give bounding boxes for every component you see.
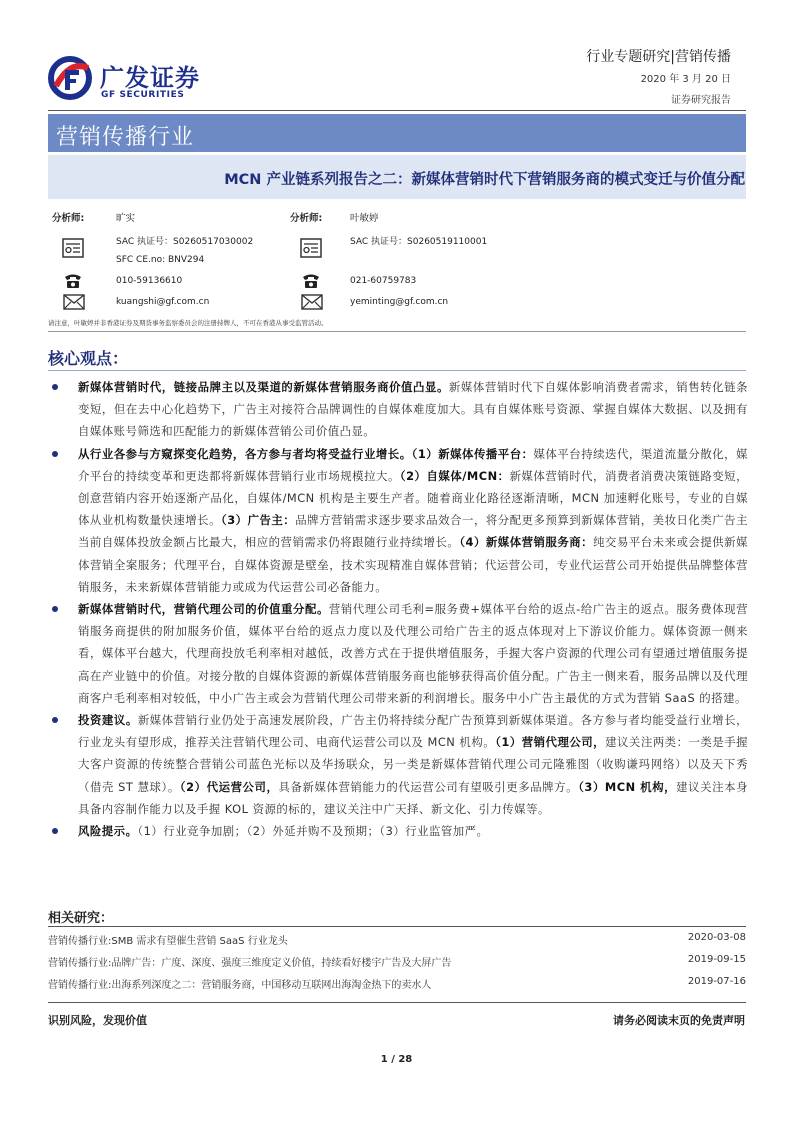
logo-chinese-name: 广发证券	[100, 64, 200, 92]
analyst-sfc-number: SFC CE.no: BNV294	[116, 255, 205, 265]
key-point-text	[78, 376, 748, 443]
key-point-item	[48, 376, 748, 443]
related-item[interactable]	[48, 976, 746, 991]
key-point-item	[48, 709, 748, 820]
email-icon	[301, 294, 323, 310]
key-point-body: （1）行业竞争加剧；（2）外延并购不及预期；（3）行业监管加严。	[137, 824, 489, 839]
key-point-body: 品牌方营销需求逐步要求品效合一，将分配更多预算到新媒体营销，美妆日化类广告主当前自媒体投放金额占比最大，相应的营销需求仍将跟随行业持续增长。	[78, 513, 748, 550]
key-point-item	[48, 820, 748, 842]
key-points-divider	[48, 370, 746, 371]
key-point-body: 纯交易平台未来或会提供新媒体营销全案服务；代理平台，自媒体资源是壁垒，技术实现精准自媒体营销；代运营公司，专业代运营公司开始提供品牌整体营销服务，未来新媒体营销能力或成为代运营公司必备能力。	[78, 535, 748, 594]
analyst-sac-number: SAC 执证号：S0260517030002	[116, 237, 254, 247]
analyst-label: 分析师:	[290, 213, 323, 224]
header-divider	[48, 110, 746, 111]
report-date: 2020 年 3 月 20 日	[640, 74, 731, 85]
key-point-body: 媒体平台持续迭代，渠道流量分散化，媒介平台的持续变革和更迭都将新媒体营销行业市场规模拉大。	[78, 446, 748, 483]
key-point-emphasis: （1）营销代理公司，	[495, 735, 606, 750]
key-point-item	[48, 598, 748, 709]
key-point-text	[78, 598, 748, 709]
footer-slogan: 识别风险，发现价值	[48, 1014, 147, 1027]
analyst-sac-number: SAC 执证号：S0260519110001	[350, 237, 488, 247]
related-item[interactable]	[48, 954, 746, 969]
analyst-email[interactable]: yeminting@gf.com.cn	[350, 297, 449, 307]
footer-disclaimer: 请务必阅读末页的免责声明	[613, 1014, 745, 1027]
key-point-emphasis: （2）自媒体/MCN：	[399, 468, 510, 483]
analyst-label: 分析师:	[52, 213, 85, 224]
related-item-title[interactable]: 营销传播行业:品牌广告：广度、深度、强度三维度定义价值，持续看好楼宇广告及大屏广告	[48, 958, 452, 969]
report-type: 证券研究报告	[671, 95, 731, 106]
bullet-dot-icon	[48, 709, 78, 820]
phone-icon	[63, 273, 83, 289]
key-point-emphasis: 新媒体营销时代，营销代理公司的价值重分配。	[78, 602, 329, 617]
key-point-text	[78, 443, 748, 598]
logo-english-name: GF SECURITIES	[101, 90, 185, 100]
key-point-text	[78, 709, 748, 820]
related-divider	[48, 926, 746, 927]
key-point-emphasis: 投资建议。	[78, 713, 138, 728]
analyst-phone: 010-59136610	[116, 276, 183, 286]
key-point-emphasis: （3）MCN 机构，	[578, 779, 677, 794]
key-point-body: 新媒体营销行业仍处于高速发展阶段，广告主仍将持续分配广告预算到新媒体渠道。各方参与者均能受益行业增长，行业龙头有望形成，推荐关注营销代理公司、电商代运营公司以及 MCN 机构。	[78, 713, 748, 750]
related-item-date: 2019-09-15	[687, 954, 746, 965]
certificate-icon	[300, 238, 322, 258]
key-point-text	[78, 820, 748, 842]
bullet-dot-icon	[48, 443, 78, 598]
footer-divider	[48, 1002, 746, 1003]
key-point-emphasis: 风险提示。	[78, 824, 138, 839]
bullet-dot-icon	[48, 598, 78, 709]
key-point-body: 新媒体营销时代，消费者消费决策链路变短，创意营销内容开始逐渐产品化，自媒体/MCN 机构是主要生产者。随着商业化路径逐渐清晰，MCN 加速孵化账号，专业的自媒体从业机构数量快速增长。	[78, 468, 748, 528]
analyst-name: 叶敏婷	[350, 213, 379, 224]
analyst-name: 旷实	[116, 213, 136, 224]
gf-logo-icon	[48, 56, 92, 100]
related-item-title[interactable]: 营销传播行业:出海系列深度之二：营销服务商，中国移动互联网出海淘金热下的卖水人	[48, 980, 432, 991]
related-item[interactable]	[48, 932, 746, 947]
phone-icon	[301, 273, 321, 289]
bullet-dot-icon	[48, 376, 78, 443]
email-icon	[63, 294, 85, 310]
key-point-emphasis: 从行业各参与方窥探变化趋势，各方参与者均将受益行业增长。（1）新媒体传播平台：	[78, 446, 534, 461]
key-point-emphasis: 新媒体营销时代，链接品牌主以及渠道的新媒体营销服务商价值凸显。	[78, 380, 449, 394]
key-point-body: 营销代理公司毛利=服务费+媒体平台给的返点-给广告主的返点。服务费体现营销服务商提供的附加服务价值，媒体平台给的返点力度以及代理公司给广告主的返点体现对上下游议价能力。媒体资源一侧来看，媒体平台越大，代理商投放毛利率相对越低，改善方式在于提供增值服务，手握大客户资源的代理公司有望通过增值服务提高在产业链中的价值。对接分散的自媒体资源的新媒体营销服务商也能够获得高价值分配。广告主一侧来看，服务品牌以及代理商客户毛利率相对较低，中小广告主或会为营销代理公司带来新的利润增长。服务中小广告主最优的方式为营销 SaaS 的搭建。	[78, 602, 748, 705]
key-point-item	[48, 443, 748, 598]
key-point-emphasis: （2）代运营公司，	[179, 779, 279, 794]
related-item-date: 2019-07-16	[687, 976, 746, 987]
related-item-title[interactable]: 营销传播行业:SMB 需求有望催生营销 SaaS 行业龙头	[48, 936, 288, 947]
key-point-body: 新媒体营销时代下自媒体影响消费者需求，销售转化链条变短，但在去中心化趋势下，广告主对接符合品牌调性的自媒体难度加大。具有自媒体账号资源、掌握自媒体大数据、以及拥有自媒体账号筛选和匹配能力的新媒体营销公司价值凸显。	[78, 380, 748, 439]
key-points-list	[48, 376, 748, 842]
analyst-email[interactable]: kuangshi@gf.com.cn	[116, 297, 210, 307]
industry-title: 营销传播行业	[56, 125, 195, 150]
notice-divider	[48, 331, 746, 332]
report-category: 行业专题研究|营销传播	[586, 49, 731, 65]
key-point-emphasis: （3）广告主：	[220, 513, 296, 528]
key-point-body: 建议关注两类：一类是手握大客户资源的传统整合营销公司蓝色光标以及华扬联众，另一类是新媒体营销代理公司元隆雅图（收购谦玛网络）以及天下秀（借壳 ST 慧球）。	[78, 735, 748, 794]
key-points-title: 核心观点：	[48, 349, 129, 368]
regulatory-notice: 请注意，叶敏婷并非香港证券及期货事务监察委员会的注册持牌人，不可在香港从事受监管活动。	[48, 319, 328, 327]
certificate-icon	[62, 238, 84, 258]
key-point-body: 具备新媒体营销能力的代运营公司有望吸引更多品牌方。	[278, 779, 579, 794]
key-point-body: 建议关注本身具备内容制作能力以及手握 KOL 资源的标的，建议关注中广天择、新文化、引力传媒等。	[78, 779, 748, 816]
page-number: 1 / 28	[380, 1054, 413, 1065]
related-item-date: 2020-03-08	[687, 932, 746, 943]
key-point-emphasis: （4）新媒体营销服务商：	[459, 535, 594, 550]
related-research-title: 相关研究：	[48, 911, 114, 926]
report-title: MCN 产业链系列报告之二：新媒体营销时代下营销服务商的模式变迁与价值分配	[224, 172, 745, 188]
analyst-phone: 021-60759783	[350, 276, 417, 286]
bullet-dot-icon	[48, 820, 78, 842]
